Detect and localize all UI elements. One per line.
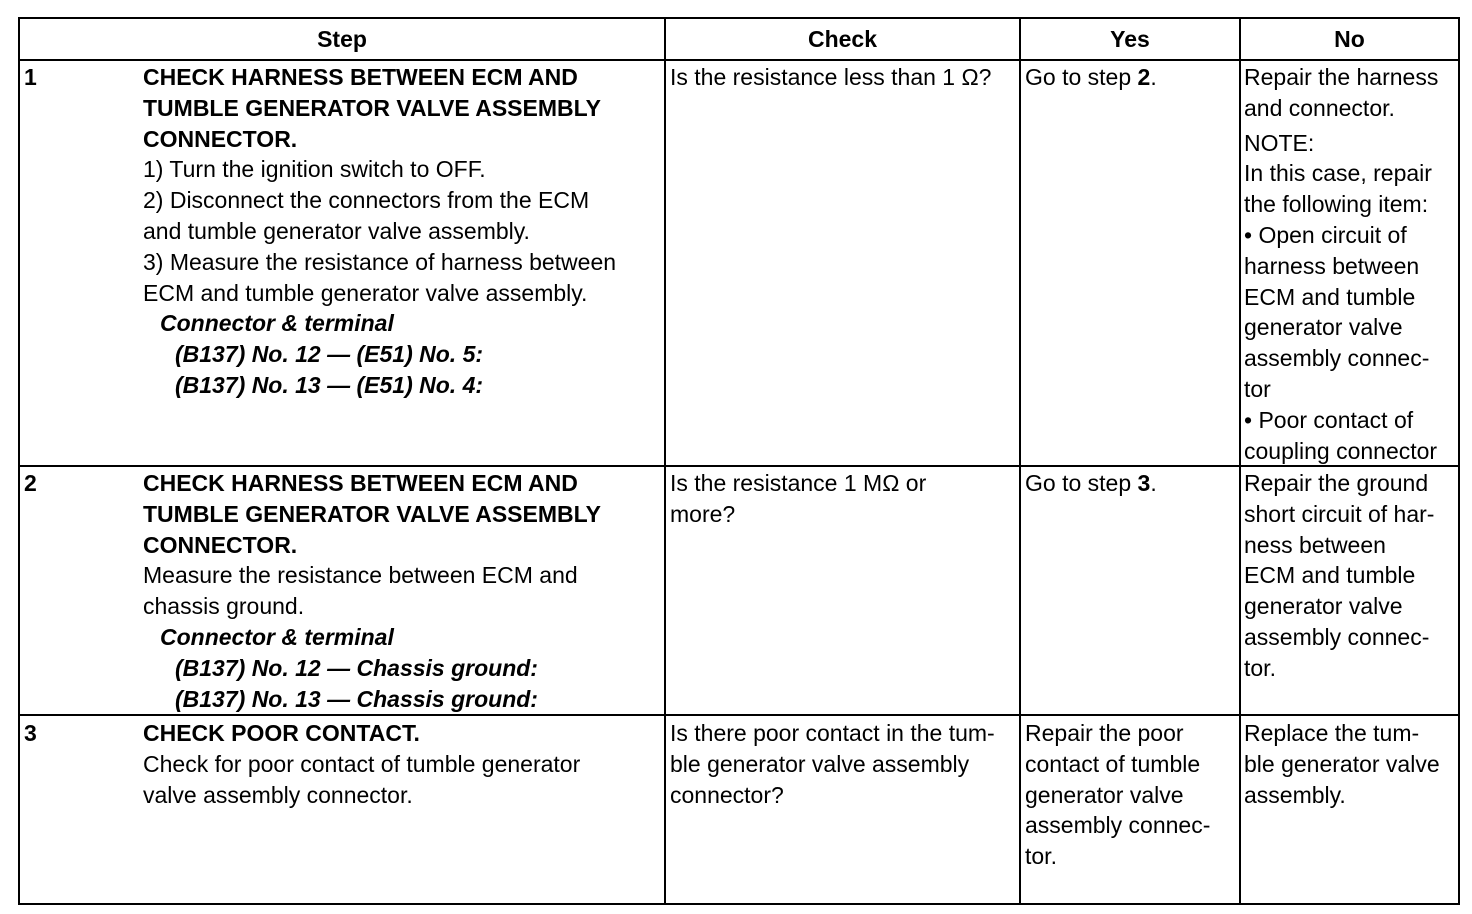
check-text: Is there poor contact in the tum- (670, 720, 995, 746)
step-instruction: and tumble generator valve assembly. (143, 217, 530, 244)
step-instruction: 3) Measure the resistance of harness between (143, 248, 617, 275)
check-text: more? (670, 500, 736, 527)
no-text: Repair the ground (1244, 470, 1429, 496)
connector-item: (B137) No. 12 — (E51) No. 5: (175, 341, 484, 368)
yes-text: tor. (1025, 843, 1057, 870)
check-text: ble generator valve assembly (670, 750, 970, 777)
column-divider (1019, 19, 1021, 903)
note-text: harness between (1244, 252, 1420, 279)
yes-step-ref: 3 (1137, 470, 1151, 496)
note-label: NOTE: (1244, 129, 1315, 156)
no-cell (1244, 62, 1458, 466)
note-text: tor (1244, 375, 1271, 402)
column-divider (664, 19, 666, 903)
yes-step-ref: 2 (1137, 64, 1151, 90)
yes-cell (1025, 468, 1237, 499)
step-title: CONNECTOR. (143, 531, 298, 558)
step-title: CONNECTOR. (143, 125, 298, 152)
header-check: Check (807, 26, 878, 52)
no-text: Repair the harness (1244, 64, 1439, 90)
check-text: connector? (670, 781, 784, 808)
yes-text: Repair the poor (1025, 720, 1184, 746)
no-text: assembly connec- (1244, 623, 1430, 650)
step-cell (143, 62, 661, 401)
yes-suffix: . (1150, 64, 1157, 90)
step-number: 3 (24, 720, 37, 746)
yes-prefix: Go to step (1025, 64, 1138, 90)
header-yes: Yes (1110, 26, 1150, 52)
yes-text: contact of tumble (1025, 750, 1201, 777)
step-instruction: valve assembly connector. (143, 781, 413, 808)
step-instruction: 2) Disconnect the connectors from the ECM (143, 187, 590, 214)
step-title: TUMBLE GENERATOR VALVE ASSEMBLY (143, 500, 601, 527)
row-divider (20, 59, 1458, 61)
step-cell (143, 718, 661, 810)
row-divider (20, 465, 1458, 467)
step-instruction: 1) Turn the ignition switch to OFF. (143, 156, 486, 183)
no-cell (1244, 718, 1458, 810)
no-text: ECM and tumble (1244, 562, 1416, 589)
step-instruction: Measure the resistance between ECM and (143, 562, 578, 589)
yes-prefix: Go to step (1025, 470, 1138, 496)
connector-label: Connector & terminal (160, 623, 394, 650)
diagnostic-table (18, 17, 1460, 905)
yes-text (1025, 62, 1237, 93)
step-instruction: chassis ground. (143, 593, 305, 620)
note-text: assembly connec- (1244, 345, 1430, 372)
step-title: CHECK HARNESS BETWEEN ECM AND (143, 64, 578, 90)
no-cell (1244, 468, 1458, 684)
step-title: TUMBLE GENERATOR VALVE ASSEMBLY (143, 94, 601, 121)
no-text: tor. (1244, 654, 1276, 681)
check-text: Is the resistance less than 1 Ω? (670, 64, 992, 90)
step-title: CHECK POOR CONTACT. (143, 720, 420, 746)
step-instruction: ECM and tumble generator valve assembly. (143, 279, 588, 306)
yes-text (1025, 468, 1237, 499)
yes-text: assembly connec- (1025, 812, 1211, 839)
connector-label: Connector & terminal (160, 310, 394, 337)
connector-item: (B137) No. 12 — Chassis ground: (175, 654, 538, 681)
check-cell (670, 468, 1017, 530)
no-text: Replace the tum- (1244, 720, 1420, 746)
no-text: ble generator valve (1244, 750, 1440, 777)
check-cell (670, 62, 1017, 93)
no-text: assembly. (1244, 781, 1346, 808)
connector-item: (B137) No. 13 — Chassis ground: (175, 685, 538, 712)
note-text: • Poor contact of (1244, 406, 1414, 433)
no-text: and connector. (1244, 94, 1395, 121)
step-number: 1 (24, 64, 37, 90)
step-cell (143, 468, 661, 714)
no-text: ness between (1244, 531, 1386, 558)
step-instruction: Check for poor contact of tumble generator (143, 750, 581, 777)
note-text: • Open circuit of (1244, 221, 1407, 248)
step-title: CHECK HARNESS BETWEEN ECM AND (143, 470, 578, 496)
note-text: In this case, repair (1244, 160, 1432, 187)
note-text: generator valve (1244, 314, 1403, 341)
connector-item: (B137) No. 13 — (E51) No. 4: (175, 371, 484, 398)
no-text: generator valve (1244, 593, 1403, 620)
step-number: 2 (24, 470, 37, 496)
yes-cell (1025, 62, 1237, 93)
note-text: coupling connector (1244, 437, 1438, 464)
check-cell (670, 718, 1017, 810)
header-no: No (1334, 26, 1365, 52)
header-step: Step (317, 26, 367, 52)
no-text: short circuit of har- (1244, 500, 1435, 527)
yes-suffix: . (1150, 470, 1157, 496)
yes-text: generator valve (1025, 781, 1184, 808)
column-divider (1239, 19, 1241, 903)
check-text: Is the resistance 1 MΩ or (670, 470, 927, 496)
yes-cell (1025, 718, 1237, 872)
note-text: the following item: (1244, 191, 1429, 218)
note-text: ECM and tumble (1244, 283, 1416, 310)
